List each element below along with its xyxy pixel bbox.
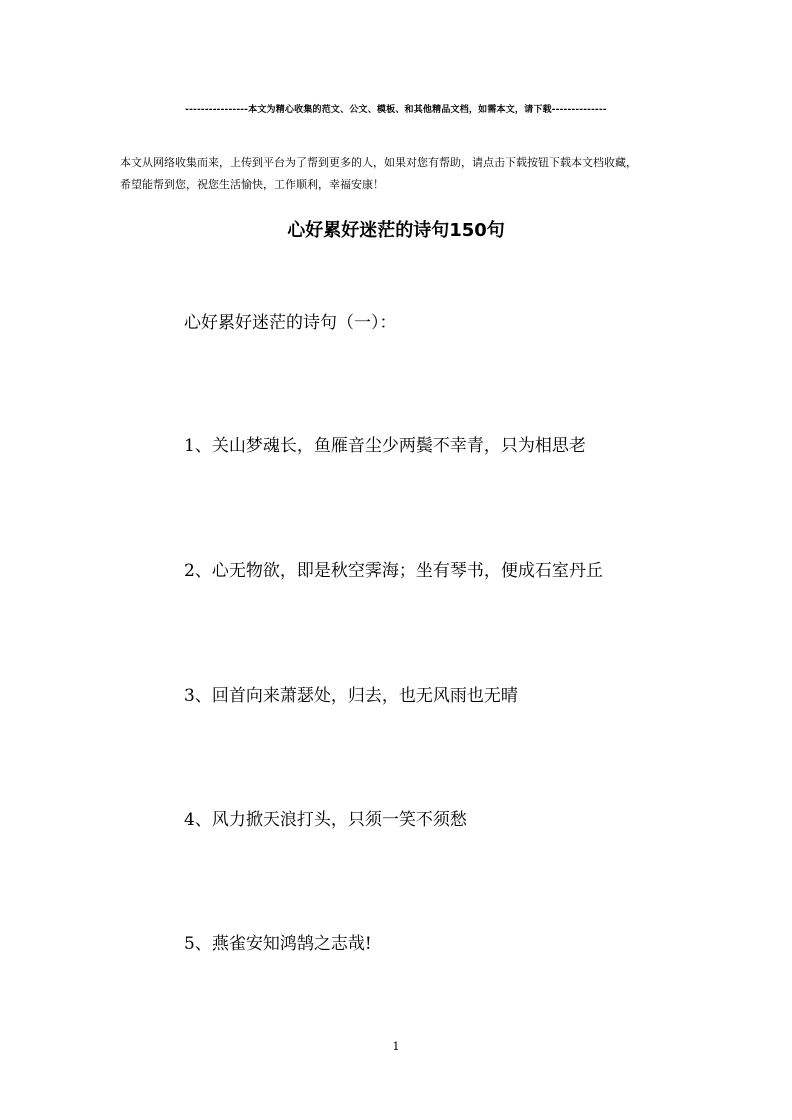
header-banner: ----------------本文为精心收集的范文、公文、模板、和其他精品文档，如需本文，请下载-------------- xyxy=(185,105,607,115)
intro-line-2: 希望能帮到您，祝您生活愉快，工作顺利，幸福安康！ xyxy=(120,178,384,191)
intro-paragraph xyxy=(120,152,680,196)
poem-line-3: 3、回首向来萧瑟处，归去，也无风雨也无晴 xyxy=(184,686,518,706)
document-title: 心好累好迷茫的诗句150句 xyxy=(287,220,505,241)
poem-line-1: 1、关山梦魂长，鱼雁音尘少两鬓不幸青，只为相思老 xyxy=(184,436,586,456)
page-number: 1 xyxy=(392,1040,400,1053)
poem-line-5: 5、燕雀安知鸿鹄之志哉! xyxy=(184,934,372,954)
poem-line-2: 2、心无物欲，即是秋空霁海；坐有琴书，便成石室丹丘 xyxy=(184,561,603,581)
section-heading: 心好累好迷茫的诗句（一）： xyxy=(184,313,397,333)
poem-line-4: 4、风力掀天浪打头，只须一笑不须愁 xyxy=(184,810,467,830)
intro-line-1: 本文从网络收集而来，上传到平台为了帮到更多的人，如果对您有帮助，请点击下载按钮下载本文档收藏， xyxy=(120,156,637,169)
